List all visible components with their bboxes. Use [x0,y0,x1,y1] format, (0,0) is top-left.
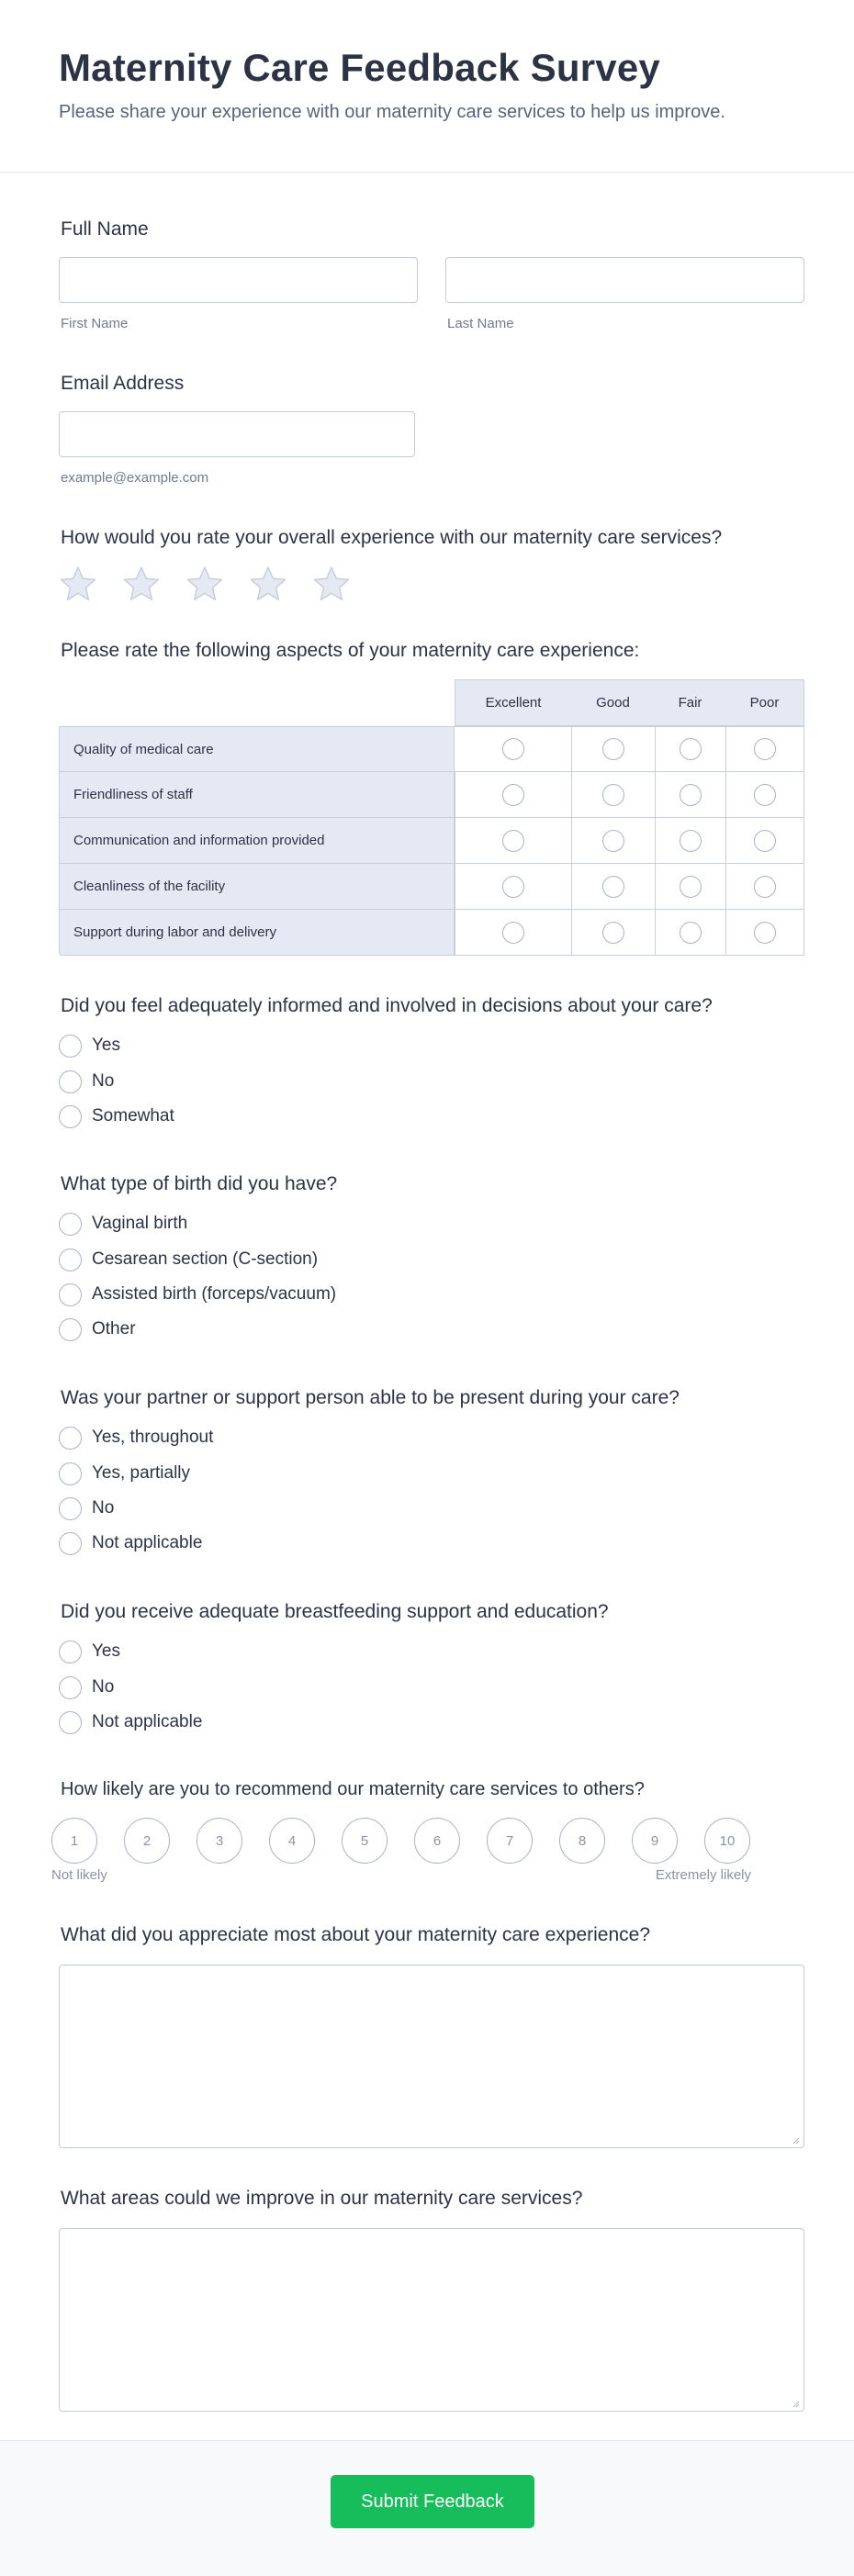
matrix-cell [656,910,726,956]
breastfeeding-option[interactable]: Not applicable [59,1709,202,1735]
matrix-cell [656,726,726,772]
informed-option[interactable]: No [59,1069,114,1094]
scale-low-label: Not likely [51,1867,107,1883]
scale-option-6[interactable]: 6 [414,1818,460,1864]
submit-button[interactable]: Submit Feedback [331,2475,534,2528]
birth-type-option[interactable]: Other [59,1316,136,1342]
breastfeeding-option[interactable]: No [59,1674,114,1700]
matrix-question: Please rate the following aspects of your maternity care experience: [61,640,640,661]
matrix-row-label: Support during labor and delivery [59,910,455,956]
radio-button[interactable] [59,1035,82,1058]
matrix-cell [572,772,656,818]
partner-option[interactable]: No [59,1495,114,1521]
matrix-radio[interactable] [680,922,702,944]
scale-option-4[interactable]: 4 [269,1818,315,1864]
radio-button[interactable] [59,1213,82,1236]
resize-grip-icon[interactable] [791,2399,800,2408]
matrix-cell [726,910,804,956]
matrix-cell [572,864,656,910]
matrix-radio[interactable] [754,876,776,898]
matrix-radio[interactable] [502,784,524,806]
star-icon[interactable] [59,565,97,603]
first-name-sublabel: First Name [61,316,129,331]
birth-type-option[interactable]: Vaginal birth [59,1211,187,1237]
appreciate-textarea[interactable] [59,1965,804,2148]
matrix-row-label: Cleanliness of the facility [59,864,455,910]
matrix-radio[interactable] [602,876,624,898]
matrix-cell [455,864,572,910]
matrix-radio[interactable] [754,922,776,944]
star-icon[interactable] [185,565,224,603]
email-label: Email Address [61,373,185,394]
matrix-col-fair: Fair [655,679,726,726]
page-subtitle: Please share your experience with our maternity care services to help us improve. [59,102,725,122]
matrix-cell [656,864,726,910]
partner-option[interactable]: Not applicable [59,1530,202,1556]
radio-button[interactable] [59,1105,82,1128]
matrix-cell [455,818,572,864]
radio-button[interactable] [59,1532,82,1555]
matrix-radio[interactable] [680,738,702,760]
matrix-radio[interactable] [602,922,624,944]
radio-button[interactable] [59,1711,82,1734]
matrix-cell [726,726,804,772]
matrix-radio[interactable] [754,738,776,760]
matrix-cell [726,772,804,818]
scale-option-8[interactable]: 8 [559,1818,605,1864]
matrix-cell [572,818,656,864]
scale-option-2[interactable]: 2 [124,1818,170,1864]
full-name-label: Full Name [61,218,149,240]
form-footer [0,2440,854,2576]
birth-type-option[interactable]: Cesarean section (C-section) [59,1247,318,1272]
radio-button[interactable] [59,1283,82,1306]
radio-button[interactable] [59,1249,82,1271]
matrix-cell [726,818,804,864]
matrix-radio[interactable] [754,784,776,806]
page-title: Maternity Care Feedback Survey [59,46,660,89]
matrix-radio[interactable] [680,830,702,852]
matrix-radio[interactable] [502,738,524,760]
partner-option[interactable]: Yes, partially [59,1461,190,1486]
radio-button[interactable] [59,1497,82,1520]
informed-option[interactable]: Somewhat [59,1103,174,1129]
radio-button[interactable] [59,1318,82,1341]
matrix-cell [656,772,726,818]
email-sublabel: example@example.com [61,470,209,486]
star-icon[interactable] [122,565,161,603]
partner-option[interactable]: Yes, throughout [59,1425,213,1450]
last-name-sublabel: Last Name [447,316,514,331]
matrix-radio[interactable] [602,784,624,806]
scale-high-label: Extremely likely [655,1867,751,1883]
matrix-radio[interactable] [502,876,524,898]
matrix-col-poor: Poor [725,679,804,726]
matrix-col-excellent: Excellent [455,679,572,726]
matrix-col-good: Good [571,679,656,726]
scale-option-3[interactable]: 3 [197,1818,242,1864]
matrix-cell [455,726,572,772]
radio-button[interactable] [59,1070,82,1093]
scale-option-7[interactable]: 7 [487,1818,533,1864]
matrix-radio[interactable] [502,830,524,852]
matrix-row-label: Communication and information provided [59,818,455,864]
matrix-radio[interactable] [602,738,624,760]
matrix-cell [572,910,656,956]
matrix-row-label: Friendliness of staff [59,772,455,818]
breastfeeding-option[interactable]: Yes [59,1639,120,1664]
scale-option-10[interactable]: 10 [704,1818,750,1864]
improve-textarea[interactable] [59,2228,804,2412]
scale-option-9[interactable]: 9 [632,1818,678,1864]
radio-button[interactable] [59,1462,82,1485]
informed-option[interactable]: Yes [59,1033,120,1058]
matrix-radio[interactable] [602,830,624,852]
partner-question: Was your partner or support person able to be present during your care? [61,1387,680,1408]
informed-question: Did you feel adequately informed and involved in decisions about your care? [61,995,713,1016]
matrix-cell [572,726,656,772]
appreciate-question: What did you appreciate most about your maternity care experience? [61,1924,651,1945]
radio-button[interactable] [59,1427,82,1450]
last-name-input[interactable] [445,257,804,303]
radio-button[interactable] [59,1641,82,1663]
birth-type-option[interactable]: Assisted birth (forceps/vacuum) [59,1282,336,1307]
matrix-radio[interactable] [502,922,524,944]
matrix-radio[interactable] [680,876,702,898]
resize-grip-icon[interactable] [791,2135,800,2145]
scale-option-1[interactable]: 1 [51,1818,97,1864]
form-header [0,0,854,173]
improve-question: What areas could we improve in our maternity care services? [61,2188,583,2209]
birth-type-question: What type of birth did you have? [61,1173,338,1194]
rating-matrix [59,679,804,955]
first-name-input[interactable] [59,257,418,303]
radio-button[interactable] [59,1676,82,1699]
email-input[interactable] [59,411,415,457]
matrix-radio[interactable] [754,830,776,852]
star-icon[interactable] [312,565,351,603]
matrix-cell [726,864,804,910]
scale-option-5[interactable]: 5 [342,1818,388,1864]
matrix-row-label: Quality of medical care [59,726,455,772]
matrix-cell [455,772,572,818]
matrix-radio[interactable] [680,784,702,806]
matrix-cell [455,910,572,956]
recommend-question: How likely are you to recommend our maternity care services to others? [61,1779,645,1799]
matrix-cell [656,818,726,864]
breastfeeding-question: Did you receive adequate breastfeeding support and education? [61,1601,609,1622]
overall-rating-question: How would you rate your overall experience with our maternity care services? [61,527,723,548]
star-icon[interactable] [249,565,287,603]
